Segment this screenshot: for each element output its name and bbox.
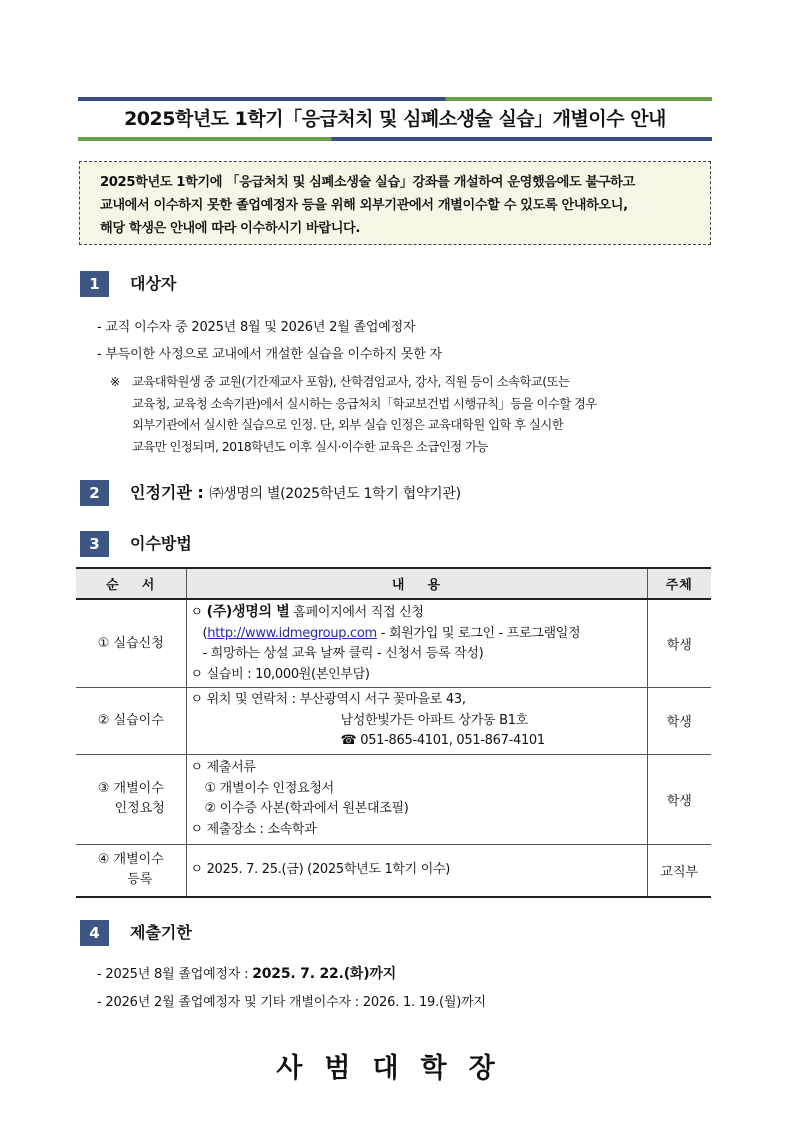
certifying-institution: ㈜생명의 별(2025학년도 1학기 협약기관) [209, 486, 461, 502]
title-bottom-bar [78, 137, 712, 141]
note-mark: ※ [110, 375, 120, 389]
institution-name: (주)생명의 별 [206, 604, 290, 620]
bullet: ㅇ [190, 605, 203, 620]
section-number-badge: 3 [80, 531, 109, 557]
note-line: 외부기관에서 실시한 실습으로 인정. 단, 외부 실습 인정은 교육대학원 입학 후 실시한 [132, 418, 564, 432]
column-header-content: 내 용 [186, 568, 647, 599]
section-title: 대상자 [130, 274, 177, 293]
issuer-signature: 사범대학장 [276, 1053, 517, 1084]
table-row [76, 844, 711, 897]
table-header-row [76, 568, 711, 599]
section-number-badge: 1 [80, 271, 109, 297]
step-cell: ③ 개별이수 인정요청 [76, 754, 186, 844]
owner-cell: 학생 [647, 754, 711, 844]
content-cell: ㅇ 위치 및 연락처 : 부산광역시 서구 꽃마을로 43, 남성한빛가든 아파트 상가동 B1호 ☎ 051-865-4101, 051-867-4101 [186, 688, 647, 755]
homepage-link[interactable]: http://www.idmegroup.com [207, 625, 377, 641]
section-title: 제출기한 [130, 923, 192, 942]
section-title-text: 인정기관 : [130, 483, 204, 502]
column-header-step: 순 서 [76, 568, 186, 599]
note-line: 교육청, 교육청 소속기관)에서 실시하는 응급처치「학교보건법 시행규칙」등을 이수할 경우 [132, 396, 597, 411]
intro-line: 2025학년도 1학기에 「응급처치 및 심폐소생술 실습」강좌를 개설하여 운영했음에도 불구하고 [100, 175, 635, 190]
title-top-bar [78, 97, 712, 101]
step-cell: ① 실습신청 [76, 599, 186, 688]
step-cell: ② 실습이수 [76, 688, 186, 755]
content-cell: ㅇ 제출서류 ① 개별이수 인정요청서 ② 이수증 사본(학과에서 원본대조필) ㅇ 제출장소 : 소속학과 [186, 754, 647, 844]
target-item: - 교직 이수자 중 2025년 8월 및 2026년 2월 졸업예정자 [97, 320, 416, 335]
step-cell: ④ 개별이수 등록 [76, 844, 186, 897]
intro-line: 교내에서 이수하지 못한 졸업예정자 등을 위해 외부기관에서 개별이수할 수 있도록 안내하오니, [100, 198, 628, 213]
deadline-date: 2025. 7. 22.(화)까지 [252, 966, 397, 982]
table-row [76, 688, 711, 755]
table-row [76, 754, 711, 844]
owner-cell: 학생 [647, 688, 711, 755]
phone-numbers: ☎ 051-865-4101, 051-867-4101 [340, 733, 545, 748]
intro-line: 해당 학생은 안내에 따라 이수하시기 바랍니다. [100, 221, 361, 236]
column-header-owner: 주체 [647, 568, 711, 599]
content-cell: ㅇ 2025. 7. 25.(금) (2025학년도 1학기 이수) [186, 844, 647, 897]
deadline-item: - 2026년 2월 졸업예정자 및 기타 개별이수자 : 2026. 1. 19.(월)까지 [97, 995, 486, 1010]
target-note [110, 372, 720, 458]
procedure-table [76, 567, 711, 898]
page-title: 2025학년도 1학기「응급처치 및 심폐소생술 실습」개별이수 안내 [124, 108, 666, 130]
section-title [130, 480, 461, 507]
note-line: 교육만 인정되며, 2018학년도 이후 실시·이수한 교육은 소급인정 가능 [132, 439, 488, 454]
note-line: 교육대학원생 중 교원(기간제교사 포함), 산학겸임교사, 강사, 직원 등이 소속학교(또는 [132, 375, 570, 389]
content-cell: ㅇ (주)생명의 별 홈페이지에서 직접 신청 (http://www.idmegroup.com - 회원가입 및 로그인 - 프로그램일정 - 희망하는 상설 교육 날짜 클릭 - 신청서 등록 작성) ㅇ 실습비 : 10,000원(본인부담) [186, 599, 647, 688]
section-number-badge: 2 [80, 480, 109, 506]
deadline-item: - 2025년 8월 졸업예정자 : 2025. 7. 22.(화)까지 [97, 966, 397, 982]
intro-box [79, 161, 711, 245]
owner-cell: 교직부 [647, 844, 711, 897]
section-title: 이수방법 [130, 534, 192, 553]
target-item: - 부득이한 사정으로 교내에서 개설한 실습을 이수하지 못한 자 [97, 347, 442, 362]
section-number-badge: 4 [80, 920, 109, 946]
table-row [76, 599, 711, 688]
owner-cell: 학생 [647, 599, 711, 688]
